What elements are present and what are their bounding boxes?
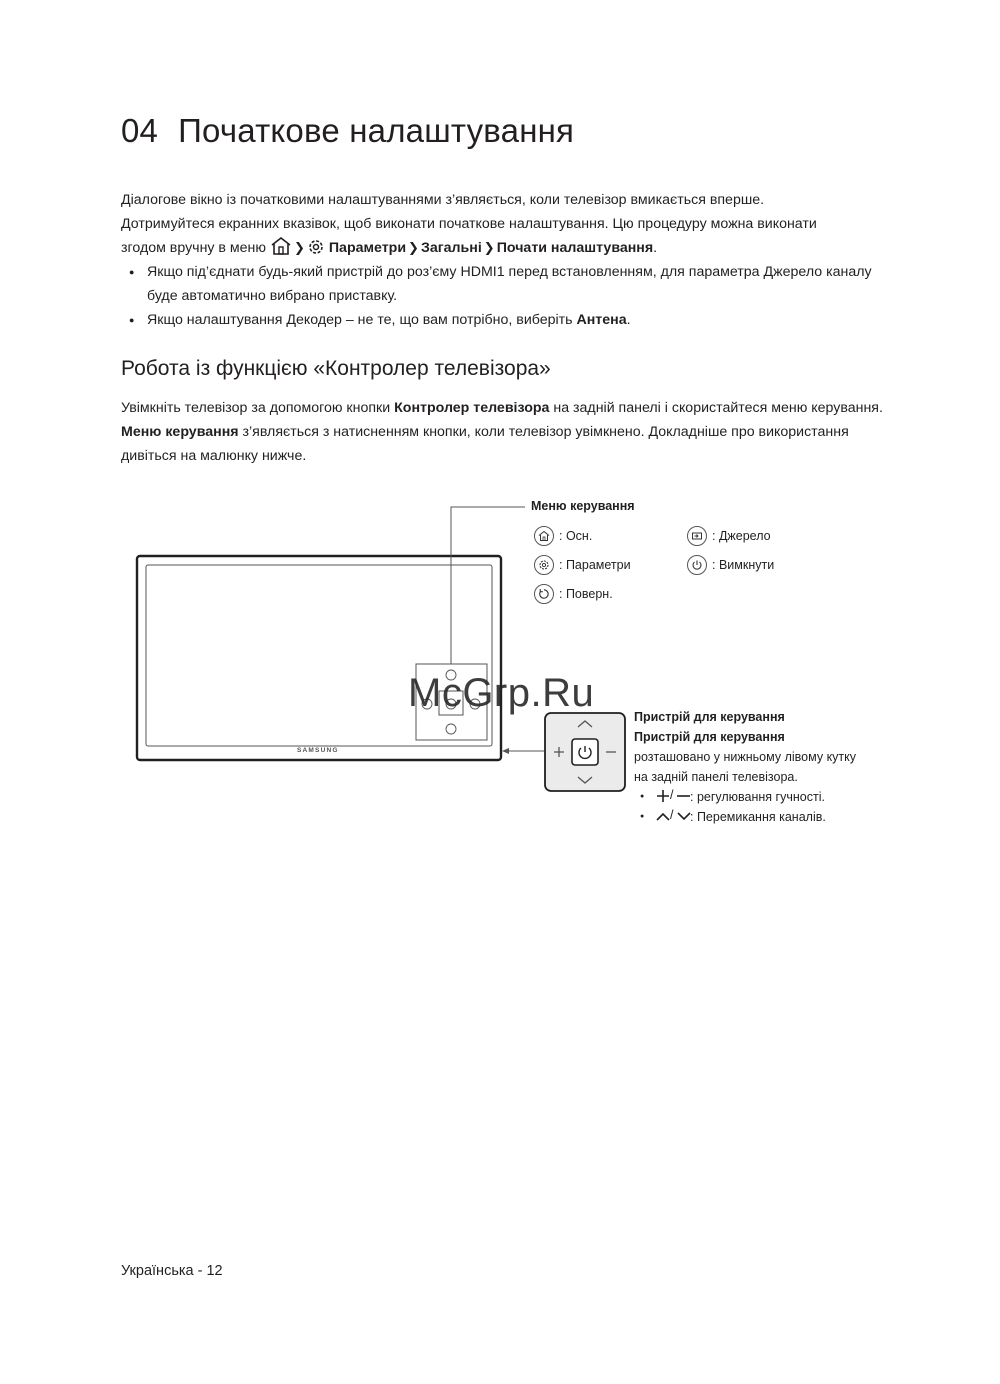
legend-home: : Осн. xyxy=(534,526,592,546)
volume-note: ● / : регулювання гучності. xyxy=(634,787,864,807)
chevron-right-icon: ❯ xyxy=(408,240,419,255)
controller-title: Пристрій для керування xyxy=(634,710,785,724)
menu-path-start-setup: Почати налаштування xyxy=(496,240,654,256)
chevron-right-icon: ❯ xyxy=(294,240,305,255)
menu-path-general: Загальні xyxy=(420,240,482,256)
controller-location: розташовано у нижньому лівому кутку на задній панелі телевізора. xyxy=(634,750,857,784)
section-title: Робота із функцією «Контролер телевізора» xyxy=(121,357,551,380)
source-icon xyxy=(687,526,707,546)
legend-settings: : Параметри xyxy=(534,555,631,575)
legend-power: : Вимкнути xyxy=(687,555,774,575)
intro-paragraph xyxy=(121,188,881,264)
power-icon xyxy=(687,555,707,575)
intro-line-1: Діалогове вікно із початковими налаштуваннями з’являється, коли телевізор вмикається вперше. xyxy=(121,192,765,208)
legend-source: : Джерело xyxy=(687,526,771,546)
channel-note: ● / : Перемикання каналів. xyxy=(634,807,864,827)
section-paragraph: Увімкніть телевізор за допомогою кнопки Контролер телевізора на задній панелі і скористайтеся меню керування. Меню керування з’являється з натисненням кнопки, коли телевізор увімкнено. Докладніше про використання дивіться на малюнку нижче. xyxy=(121,400,883,464)
page-footer: Українська - 12 xyxy=(121,1263,223,1279)
intro-line-2: Дотримуйтеся екранних вказівок, щоб виконати початкове налаштування. Цю процедуру можна виконати xyxy=(121,216,817,232)
chapter-title: Початкове налаштування xyxy=(178,112,575,149)
chevron-right-icon: ❯ xyxy=(483,240,495,255)
tv-brand-logo: SAMSUNG xyxy=(297,747,339,754)
legend-return: : Поверн. xyxy=(534,584,613,604)
return-icon xyxy=(534,584,554,604)
intro-line-3: згодом вручну в меню ❯ Параметри ❯ Загальні ❯ Почати налаштування. xyxy=(121,236,881,264)
controller-description xyxy=(634,707,864,827)
notes-list xyxy=(121,260,881,332)
controller-subtitle: Пристрій для керування xyxy=(634,730,785,744)
menu-path-settings: Параметри xyxy=(328,240,407,256)
gear-icon xyxy=(534,555,554,575)
note-item: ● Якщо налаштування Декодер – не те, що вам потрібно, виберіть Антена. xyxy=(121,308,881,332)
page-title xyxy=(121,112,574,150)
home-icon xyxy=(534,526,554,546)
note-item: ● Якщо під’єднати будь-який пристрій до роз’єму HDMI1 перед встановленням, для параметра Джерело каналу буде автоматично вибрано приставку. xyxy=(121,260,881,308)
menu-title: Меню керування xyxy=(531,499,635,513)
watermark: McGrp.Ru xyxy=(408,671,595,715)
chapter-number: 04 xyxy=(121,112,159,149)
